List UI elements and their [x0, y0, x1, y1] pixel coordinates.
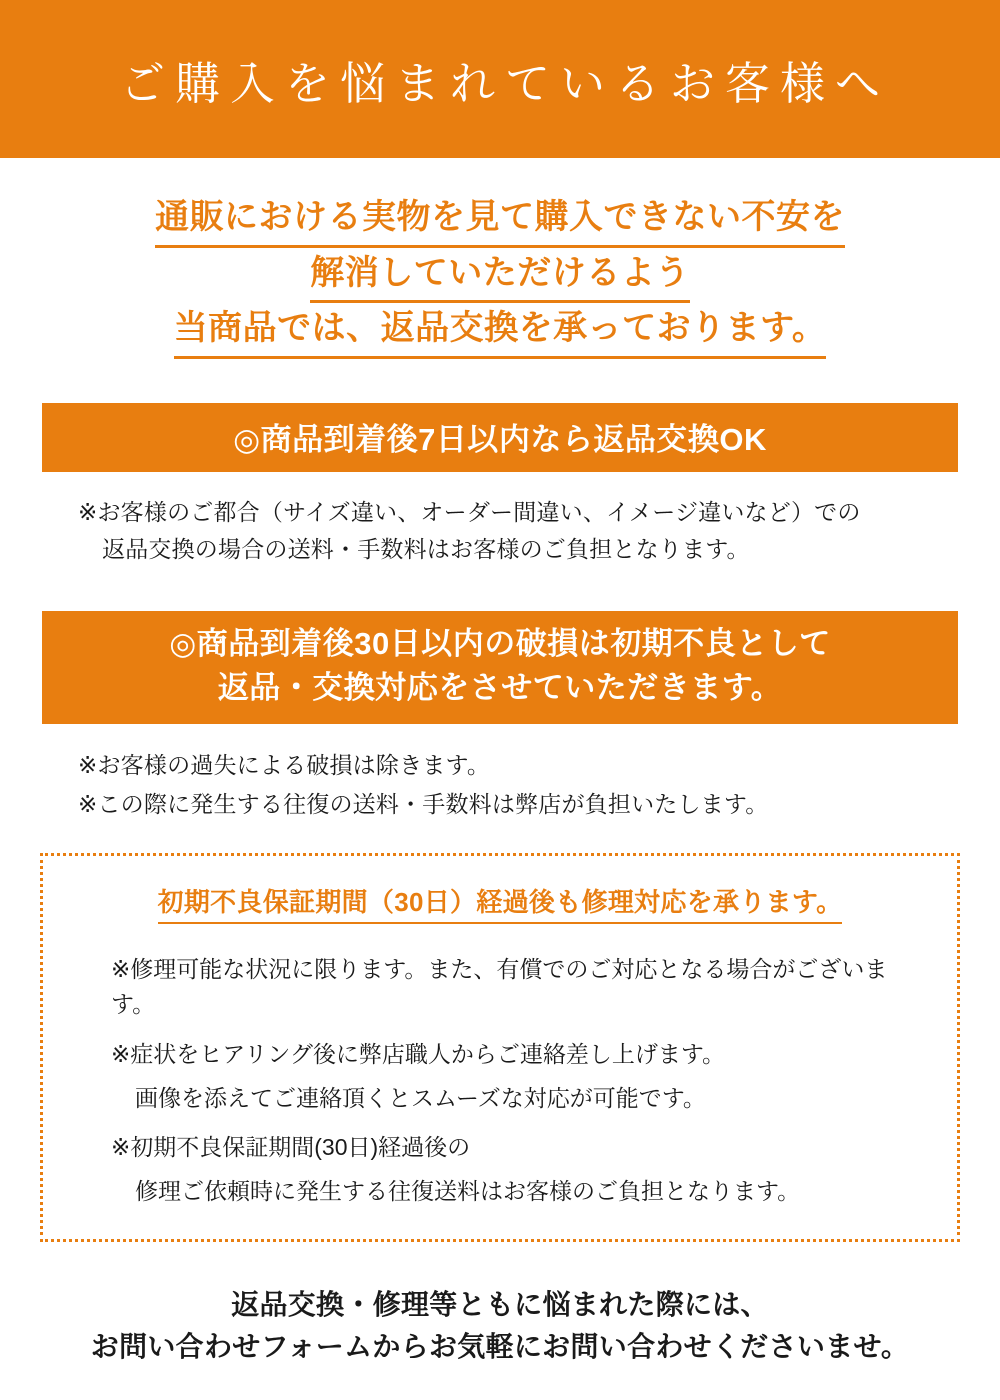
lead-copy: [0, 192, 1000, 359]
repair-policy-title: [73, 882, 927, 926]
return-policy-note-line-2: 返品交換の場合の送料・手数料はお客様のご負担となります。: [102, 536, 750, 563]
return-policy-bar-label: ◎商品到着後7日以内なら返品交換OK: [233, 422, 767, 458]
return-policy-note: [78, 494, 930, 569]
lead-line-3: [0, 303, 1000, 359]
repair-policy-box: [40, 853, 960, 1243]
repair-policy-item-3: [73, 1130, 927, 1209]
contact-footer: [0, 1284, 1000, 1368]
repair-policy-item-2-sub: 画像を添えてご連絡頂くとスムーズな対応が可能です。: [135, 1084, 706, 1111]
repair-policy-list: [73, 952, 927, 1210]
contact-footer-line-2: お問い合わせフォームからお気軽にお問い合わせくださいませ。: [90, 1331, 910, 1363]
defect-policy-bar-line-2: 返品・交換対応をさせていただきます。: [217, 669, 783, 705]
repair-policy-item-2: [73, 1037, 927, 1116]
defect-policy-bar: [42, 611, 958, 724]
defect-policy-bar-line-1: ◎商品到着後30日以内の破損は初期不良として: [169, 625, 831, 661]
return-policy-note-line-1: ※お客様のご都合（サイズ違い、オーダー間違い、イメージ違いなど）での: [78, 499, 861, 526]
page-header-band: [0, 0, 1000, 158]
lead-line-3-text: 当商品では、返品交換を承っております。: [174, 303, 827, 359]
lead-line-2: [0, 248, 1000, 304]
page-title: ご購入を悩まれているお客様へ: [119, 57, 890, 109]
repair-policy-item-3-sub: 修理ご依頼時に発生する往復送料はお客様のご負担となります。: [135, 1177, 801, 1204]
defect-policy-note-line-1: ※お客様の過失による破損は除きます。: [78, 751, 491, 778]
contact-footer-line-1: 返品交換・修理等ともに悩まれた際には、: [231, 1289, 769, 1321]
repair-policy-item-1: ※修理可能な状況に限ります。また、有償でのご対応となる場合がございます。: [111, 955, 888, 1018]
repair-policy-item-3-text: ※初期不良保証期間(30日)経過後の: [111, 1134, 471, 1161]
lead-line-2-text: 解消していただけるよう: [310, 248, 690, 304]
repair-policy-item-2-text: ※症状をヒアリング後に弊店職人からご連絡差し上げます。: [111, 1040, 726, 1067]
return-policy-bar: [42, 403, 958, 472]
defect-policy-note-line-2: ※この際に発生する往復の送料・手数料は弊店が負担いたします。: [78, 791, 769, 818]
lead-line-1: [0, 192, 1000, 248]
repair-policy-title-text: 初期不良保証期間（30日）経過後も修理対応を承ります。: [158, 882, 843, 924]
lead-line-1-text: 通販における実物を見て購入できない不安を: [155, 192, 845, 248]
defect-policy-note: [78, 746, 930, 825]
